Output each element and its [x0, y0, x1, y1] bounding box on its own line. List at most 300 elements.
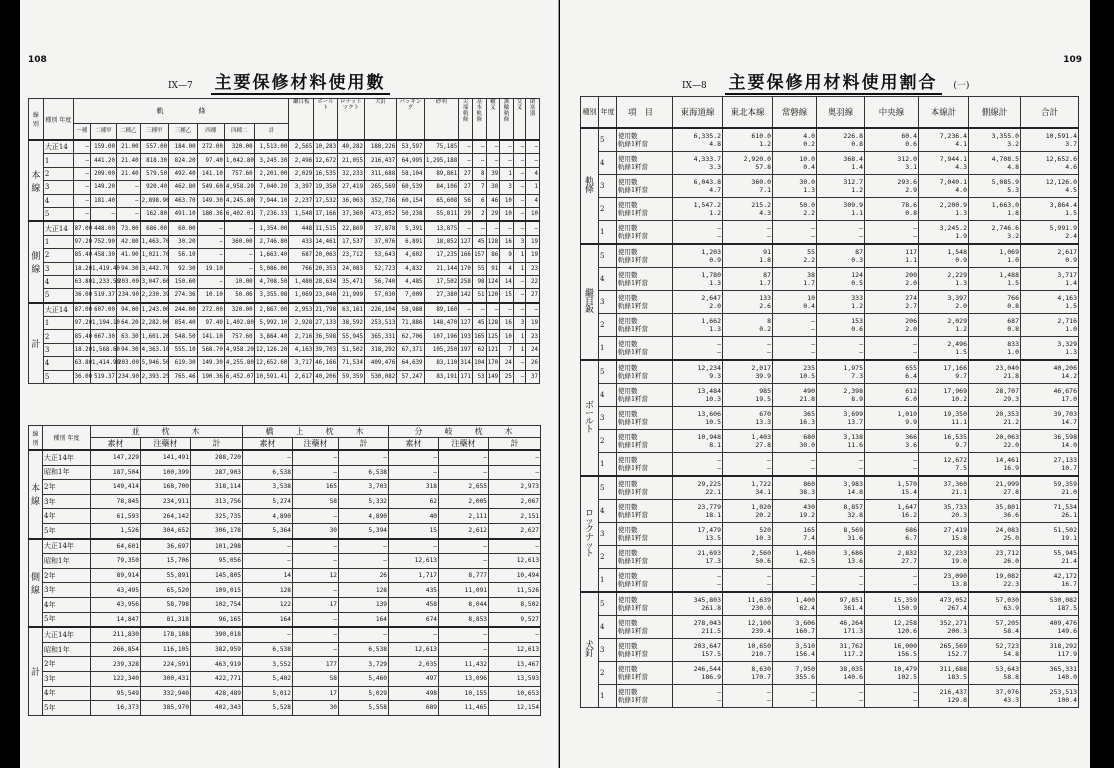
value-cell: 448.00 — [91, 221, 117, 235]
item-cell — [617, 175, 673, 198]
value-line: — — [767, 224, 771, 232]
value-line: 3,138 — [843, 433, 863, 441]
value-line: — — [859, 464, 863, 472]
value-line: 4.3 — [955, 163, 967, 171]
value-line: 9.9 — [905, 418, 917, 426]
value-line: 0.2 — [759, 325, 771, 333]
item-cell — [617, 569, 673, 593]
value-cell: 56,740 — [365, 275, 397, 288]
value-cell: 57,030 — [365, 289, 397, 303]
value-line: 21.0 — [1061, 488, 1077, 496]
value-line: 17,166 — [943, 364, 967, 372]
year-cell: 1 — [599, 453, 617, 477]
value-cell — [673, 128, 723, 152]
value-cell: 53,597 — [397, 140, 424, 154]
item-label: 軌條1粁當 — [618, 696, 649, 704]
value-cell — [919, 198, 969, 221]
value-line: 27.7 — [901, 557, 917, 565]
value-cell — [817, 198, 865, 221]
value-line: — — [859, 696, 863, 704]
value-cell — [969, 523, 1021, 546]
value-cell: — — [293, 509, 339, 524]
value-cell — [969, 685, 1021, 708]
value-line: 17.3 — [705, 557, 721, 565]
value-cell: 63.30 — [117, 330, 141, 343]
table-row — [29, 539, 541, 554]
value-line: 16.2 — [901, 511, 917, 519]
value-cell: 65,608 — [424, 194, 459, 207]
value-line: 2,832 — [897, 549, 917, 557]
year-cell: 3 — [599, 523, 617, 546]
value-cell: 765.46 — [169, 370, 198, 383]
value-cell: 17 — [293, 597, 339, 612]
value-cell: 53,643 — [365, 249, 397, 262]
value-cell: 473,052 — [365, 207, 397, 221]
value-cell: 568.70 — [197, 343, 224, 356]
year-cell: 5年 — [43, 612, 91, 627]
value-cell: 94.30 — [117, 262, 141, 275]
value-cell: 142 — [459, 289, 473, 303]
value-cell — [969, 639, 1021, 662]
item-label: 使用數 — [618, 688, 638, 696]
value-line: 365,331 — [1049, 665, 1077, 673]
value-line: 37,360 — [943, 480, 967, 488]
value-cell: 14 — [500, 275, 514, 288]
value-line: 91 — [763, 248, 771, 256]
value-cell: 149,414 — [91, 480, 141, 495]
value-cell — [673, 592, 723, 616]
value-cell: 61,593 — [91, 509, 141, 524]
value-cell — [1021, 592, 1079, 616]
value-line: 5,991.9 — [1049, 224, 1077, 232]
value-line: 215.2 — [751, 201, 771, 209]
value-cell: 97.20 — [73, 235, 90, 248]
value-cell: 8,853 — [439, 612, 489, 627]
value-cell — [723, 500, 773, 523]
value-line: 27,419 — [943, 526, 967, 534]
value-line: 11.1 — [951, 418, 967, 426]
value-cell: 7,040.20 — [254, 181, 289, 194]
value-cell — [1021, 244, 1079, 268]
value-line: — — [811, 572, 815, 580]
year-cell: 2年 — [43, 568, 91, 583]
value-line: 203,647 — [693, 642, 721, 650]
value-cell: 59,359 — [337, 370, 364, 383]
value-line: — — [811, 456, 815, 464]
value-line: 17,969 — [943, 387, 967, 395]
value-line: 34.1 — [755, 488, 771, 496]
value-cell: 390,018 — [191, 627, 243, 642]
value-line: 0.9 — [955, 256, 967, 264]
value-line: 1.7 — [803, 279, 815, 287]
header-col-10: ロナットツクト — [337, 99, 364, 141]
value-cell: 101,298 — [191, 539, 243, 554]
value-cell: 89,914 — [91, 568, 141, 583]
value-cell: 73.00 — [117, 221, 141, 235]
value-cell: 63,161 — [337, 303, 364, 317]
value-cell: 39 — [486, 167, 500, 180]
value-line: 4.7 — [709, 186, 721, 194]
value-line: 366 — [905, 433, 917, 441]
section-label: 本線 — [29, 140, 44, 221]
value-cell: 2,867.00 — [254, 303, 289, 317]
value-cell: 4,708.50 — [254, 275, 289, 288]
value-cell — [1021, 152, 1079, 175]
item-label: 使用數 — [618, 155, 638, 163]
value-cell: 2,612 — [439, 523, 489, 538]
table-row — [581, 616, 1079, 639]
value-cell: 5,992.10 — [254, 317, 289, 330]
value-line: 62.5 — [799, 557, 815, 565]
value-cell: 56.10 — [169, 249, 198, 262]
value-cell: 29 — [486, 207, 500, 221]
section-label: 本線 — [29, 450, 43, 539]
value-cell — [723, 523, 773, 546]
value-cell — [865, 268, 919, 291]
table-row — [29, 207, 540, 221]
value-line: — — [811, 464, 815, 472]
value-cell — [817, 546, 865, 569]
value-line: 355.6 — [795, 673, 815, 681]
value-cell: 125 — [486, 330, 500, 343]
value-line: 2.0 — [905, 325, 917, 333]
value-line: 293.6 — [897, 178, 917, 186]
right-page — [560, 0, 1090, 768]
value-line: — — [913, 232, 917, 240]
header-col-13: 砂利 — [424, 99, 459, 141]
value-cell: 209.00 — [91, 167, 117, 180]
value-line: 1.8 — [759, 256, 771, 264]
value-cell: 10 — [500, 194, 514, 207]
table-row — [29, 671, 541, 686]
value-cell — [673, 291, 723, 314]
value-cell: 6 — [472, 194, 486, 207]
value-cell — [673, 360, 723, 384]
value-cell: — — [73, 154, 90, 167]
value-cell: 32,233 — [337, 167, 364, 180]
value-line: 11,639 — [747, 596, 771, 604]
year-cell: 5 — [43, 207, 73, 221]
header-col-5: 本線計 — [919, 97, 969, 129]
table-row — [581, 546, 1079, 569]
value-cell — [1021, 128, 1079, 152]
value-line: 14.7 — [1061, 418, 1077, 426]
value-cell — [723, 453, 773, 477]
year-cell: 2 — [599, 662, 617, 685]
value-cell: 3,864.40 — [254, 330, 289, 343]
value-cell — [969, 337, 1021, 361]
year-cell: 3年 — [43, 583, 91, 598]
value-cell — [673, 268, 723, 291]
value-cell — [773, 198, 817, 221]
table-row — [581, 453, 1079, 477]
value-cell: 2,565 — [289, 140, 314, 154]
value-cell: 10,155 — [439, 686, 489, 701]
value-line: 235 — [803, 364, 815, 372]
value-line: 610.0 — [751, 132, 771, 140]
value-cell — [919, 662, 969, 685]
value-cell: 5,391 — [397, 221, 424, 235]
value-cell: 12,126.20 — [254, 343, 289, 356]
value-cell: 4 — [500, 262, 514, 275]
value-line: 40,206 — [1053, 364, 1077, 372]
value-cell: 757.60 — [224, 167, 254, 180]
value-cell: 11,526 — [489, 583, 541, 598]
value-line: 210.7 — [751, 650, 771, 658]
value-cell: — — [513, 167, 525, 180]
value-cell: 3 — [513, 235, 525, 248]
value-cell: 458 — [389, 597, 439, 612]
value-line: 62.4 — [799, 604, 815, 612]
value-cell — [865, 639, 919, 662]
table-row — [581, 128, 1079, 152]
value-cell: 91 — [486, 262, 500, 275]
table-row — [29, 701, 541, 716]
value-cell: 304,652 — [141, 523, 191, 538]
value-cell: 5,086.00 — [254, 262, 289, 275]
header-rail-col-5: 四種 — [197, 123, 224, 140]
value-line: — — [717, 464, 721, 472]
value-cell: 211,830 — [91, 627, 141, 642]
value-cell — [865, 592, 919, 616]
value-cell: 58 — [293, 671, 339, 686]
value-cell — [1021, 360, 1079, 384]
value-line: 360.0 — [751, 178, 771, 186]
value-line: — — [767, 696, 771, 704]
value-line: 612 — [905, 387, 917, 395]
value-cell: — — [486, 303, 500, 317]
value-cell: 17,532 — [314, 194, 338, 207]
value-line: 8,857 — [843, 503, 863, 511]
section-label: 犬釘 — [581, 592, 599, 708]
value-line: 133 — [759, 294, 771, 302]
value-cell — [817, 337, 865, 361]
value-line: 9.7 — [955, 441, 967, 449]
value-cell: 2,655 — [439, 480, 489, 495]
right-title-text: 主要保修用材料使用割合 — [725, 73, 942, 95]
value-cell: 13,096 — [439, 671, 489, 686]
section-label: 側線 — [29, 539, 43, 628]
value-cell: 50.06 — [224, 289, 254, 303]
value-cell — [969, 128, 1021, 152]
value-cell: 5,558 — [339, 701, 389, 716]
table-row — [581, 407, 1079, 430]
value-cell: 17,502 — [424, 275, 459, 288]
value-line: 124 — [851, 271, 863, 279]
value-line: 19.2 — [799, 511, 815, 519]
value-cell: 97.40 — [197, 317, 224, 330]
value-line: 60.4 — [901, 132, 917, 140]
value-cell: — — [293, 554, 339, 569]
value-line: 278,043 — [693, 619, 721, 627]
value-line: 1.3 — [955, 279, 967, 287]
value-cell: 491.10 — [169, 207, 198, 221]
value-cell — [773, 569, 817, 593]
table-row — [581, 152, 1079, 175]
header-rail: 軌 條 — [73, 99, 289, 124]
table-row — [581, 244, 1079, 268]
value-cell: 162.80 — [140, 207, 169, 221]
value-line: — — [717, 340, 721, 348]
table-row — [581, 500, 1079, 523]
value-cell: 17,166 — [314, 207, 338, 221]
value-line: 9.3 — [709, 372, 721, 380]
value-cell: 266,854 — [91, 642, 141, 657]
value-cell: 234.90 — [117, 289, 141, 303]
value-line: 1,570 — [897, 480, 917, 488]
value-line: 4,333.7 — [693, 155, 721, 163]
header-rail-col-7: 計 — [254, 123, 289, 140]
value-cell — [865, 314, 919, 337]
value-line: 170.7 — [751, 673, 771, 681]
value-line: 15.4 — [901, 488, 917, 496]
value-line: 10.2 — [951, 395, 967, 403]
year-cell: 3 — [599, 407, 617, 430]
value-cell: — — [472, 221, 486, 235]
value-cell: 7 — [500, 343, 514, 356]
value-cell: 687 — [289, 249, 314, 262]
value-cell — [969, 314, 1021, 337]
value-cell: 463.70 — [169, 194, 198, 207]
value-cell — [1021, 175, 1079, 198]
value-line: 2.2 — [803, 256, 815, 264]
value-line: 7,236.4 — [939, 132, 967, 140]
item-cell — [617, 616, 673, 639]
value-line: — — [859, 456, 863, 464]
value-cell — [969, 384, 1021, 407]
table-row — [581, 592, 1079, 616]
value-cell: 100,399 — [141, 465, 191, 480]
header-col-6: 側線計 — [969, 97, 1021, 129]
value-line: 4.3 — [759, 209, 771, 217]
value-cell — [773, 639, 817, 662]
value-line: 345,803 — [693, 596, 721, 604]
value-line: 21.1 — [951, 488, 967, 496]
value-cell — [773, 175, 817, 198]
value-cell: — — [243, 554, 293, 569]
value-line: 24,083 — [995, 526, 1019, 534]
value-cell: 3,538 — [243, 480, 293, 495]
value-cell: — — [513, 181, 525, 194]
value-cell: — — [513, 275, 525, 288]
value-cell: 3,245.30 — [254, 154, 289, 167]
value-cell: 314 — [459, 357, 473, 370]
year-cell: 4 — [43, 357, 73, 370]
value-line: 17.0 — [1061, 395, 1077, 403]
value-cell: 149.30 — [197, 194, 224, 207]
value-cell: 71,886 — [397, 317, 424, 330]
value-line: 0.9 — [709, 256, 721, 264]
value-cell: 287,903 — [191, 465, 243, 480]
value-cell — [969, 268, 1021, 291]
value-line: — — [913, 580, 917, 588]
value-cell: 306,178 — [191, 523, 243, 538]
value-cell: 11,091 — [439, 583, 489, 598]
value-line: 12,258 — [893, 619, 917, 627]
value-cell: 36,697 — [141, 539, 191, 554]
value-line: 183.5 — [947, 673, 967, 681]
value-cell — [773, 453, 817, 477]
value-line: 10.0 — [799, 155, 815, 163]
value-line: 13.6 — [847, 557, 863, 565]
value-cell: 96,165 — [191, 612, 243, 627]
value-line: 32.8 — [847, 511, 863, 519]
value-cell — [817, 476, 865, 500]
value-cell: 11,465 — [439, 701, 489, 716]
item-label: 使用數 — [618, 364, 638, 372]
item-label: 軌條1粁當 — [618, 604, 649, 612]
value-line: 4.6 — [1065, 163, 1077, 171]
value-cell: 27,380 — [424, 289, 459, 303]
header-rail-col-0: 一種 — [73, 123, 90, 140]
value-line: — — [717, 232, 721, 240]
value-cell: 674 — [389, 612, 439, 627]
value-line: 246,544 — [693, 665, 721, 673]
value-cell: 234,911 — [141, 494, 191, 509]
value-cell: 226,104 — [365, 303, 397, 317]
value-cell: 84,106 — [424, 181, 459, 194]
table-row — [581, 198, 1079, 221]
value-cell — [1021, 314, 1079, 337]
value-cell: 5,274 — [243, 494, 293, 509]
item-label: 使用數 — [618, 271, 638, 279]
value-line: 3.3 — [709, 163, 721, 171]
value-line: 2,920.0 — [743, 155, 771, 163]
value-cell — [723, 360, 773, 384]
value-line: 216,437 — [939, 688, 967, 696]
value-line: 6,043.8 — [693, 178, 721, 186]
value-cell: — — [513, 370, 525, 383]
value-cell — [969, 430, 1021, 453]
year-cell: 4 — [599, 268, 617, 291]
value-cell — [1021, 500, 1079, 523]
value-line: 7,950 — [795, 665, 815, 673]
value-cell: 109,015 — [191, 583, 243, 598]
value-line: — — [859, 348, 863, 356]
value-line: 3,245.2 — [939, 224, 967, 232]
value-cell: 42.80 — [117, 235, 141, 248]
value-line: 2,647 — [701, 294, 721, 302]
value-cell: 19 — [526, 235, 540, 248]
item-cell — [617, 662, 673, 685]
value-cell — [919, 476, 969, 500]
value-line: 27.8 — [755, 441, 771, 449]
item-label: 使用數 — [618, 642, 638, 650]
value-cell: 10,653 — [489, 686, 541, 701]
value-line: 5,085.9 — [991, 178, 1019, 186]
value-cell — [919, 152, 969, 175]
item-label: 軌條1粁當 — [618, 673, 649, 681]
value-cell: 63.80 — [73, 357, 90, 370]
section-label: 側線 — [29, 221, 44, 302]
header-year: 年度 — [599, 97, 617, 129]
value-line: 1.5 — [1065, 209, 1077, 217]
value-line: 6,335.2 — [693, 132, 721, 140]
value-cell — [723, 662, 773, 685]
header-sub: 計 — [191, 438, 243, 451]
value-line: 14.8 — [847, 488, 863, 496]
value-line: 10,591.4 — [1045, 132, 1077, 140]
header-sub: 素材 — [389, 438, 439, 451]
item-label: 使用數 — [618, 132, 638, 140]
table-row — [29, 235, 540, 248]
value-line: 10.5 — [799, 372, 815, 380]
value-line: 38 — [807, 271, 815, 279]
value-cell: 12,613 — [489, 642, 541, 657]
value-cell — [773, 430, 817, 453]
year-cell: 5 — [599, 360, 617, 384]
value-cell: 13,875 — [424, 221, 459, 235]
